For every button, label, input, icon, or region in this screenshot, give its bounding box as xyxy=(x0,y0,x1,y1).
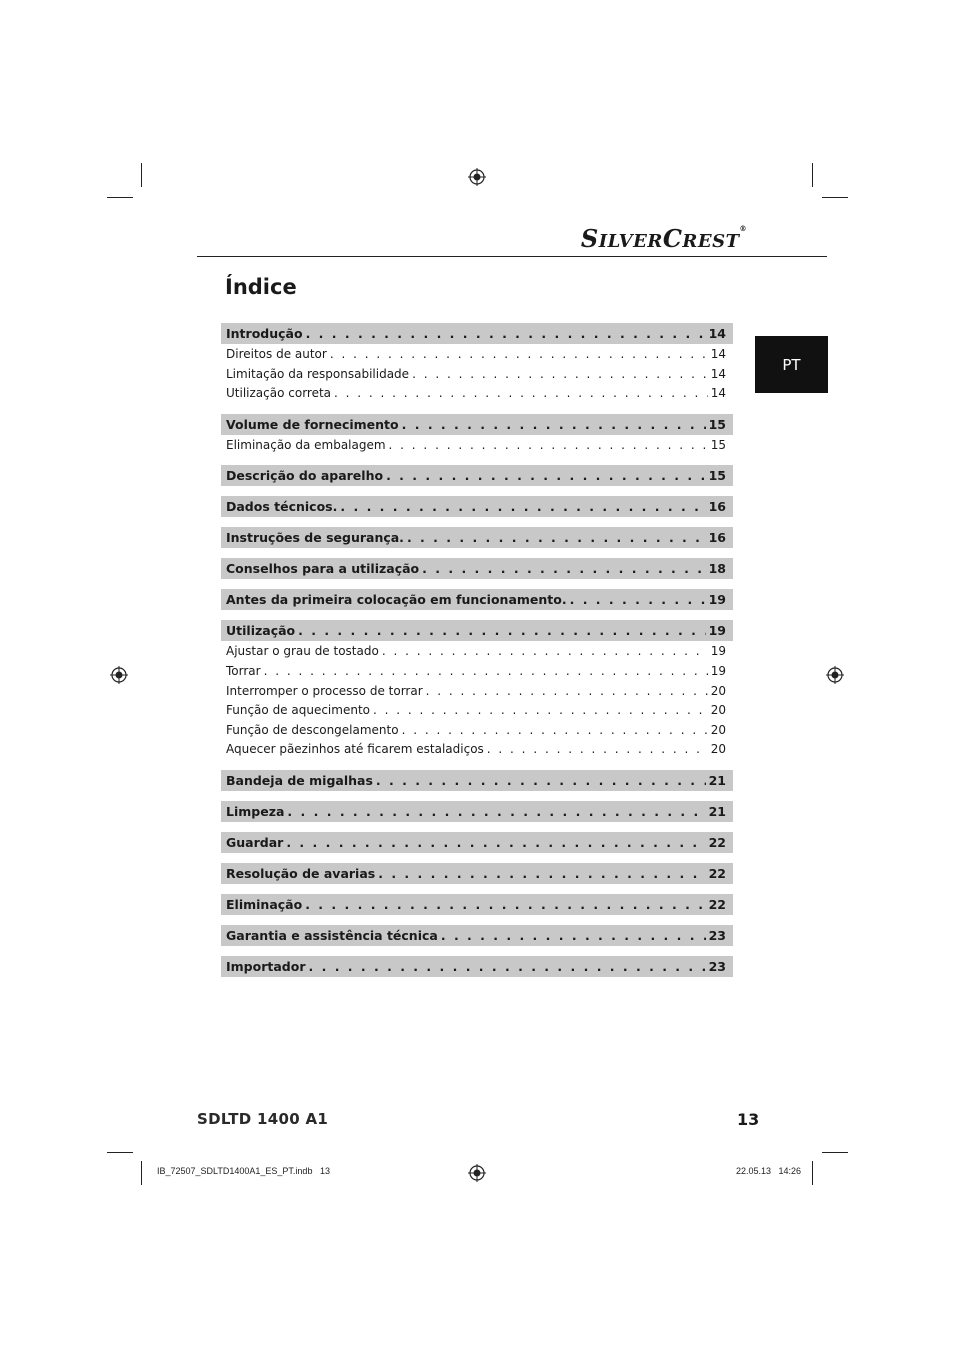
toc-section-entry xyxy=(221,925,733,946)
toc-sub-title: Função de aquecimento xyxy=(226,703,370,718)
toc-section-entry xyxy=(221,956,733,977)
toc-leader-dots xyxy=(306,323,706,344)
toc-section-entry xyxy=(221,589,733,610)
toc-section-entry xyxy=(221,620,733,641)
toc-leader-dots xyxy=(264,662,708,682)
toc-section-page: 16 xyxy=(708,530,726,546)
toc-section-entry xyxy=(221,465,733,486)
table-of-contents xyxy=(221,323,733,977)
toc-sub-entry xyxy=(221,682,733,702)
toc-section-title: Importador xyxy=(226,958,306,974)
toc-leader-dots xyxy=(570,589,706,610)
toc-section-entry xyxy=(221,832,733,853)
toc-section-entry xyxy=(221,894,733,915)
crop-mark xyxy=(107,197,133,198)
toc-section-title: Garantia e assistência técnica xyxy=(226,927,438,943)
print-slug-file: IB_72507_SDLTD1400A1_ES_PT.indb 13 xyxy=(157,1166,330,1176)
toc-section-entry xyxy=(221,801,733,822)
toc-section-title: Descrição do aparelho xyxy=(226,468,384,484)
toc-section-title: Conselhos para a utilização xyxy=(226,561,420,577)
toc-leader-dots xyxy=(389,436,708,456)
toc-sub-page: 15 xyxy=(710,437,726,452)
toc-sub-title: Ajustar o grau de tostado xyxy=(226,644,379,659)
toc-section-title: Dados técnicos. xyxy=(226,499,338,515)
toc-leader-dots xyxy=(426,682,708,702)
toc-sub-page: 20 xyxy=(710,722,726,737)
toc-leader-dots xyxy=(334,384,708,404)
toc-section-entry xyxy=(221,527,733,548)
toc-leader-dots xyxy=(422,558,705,579)
toc-sub-title: Função de descongelamento xyxy=(226,722,399,737)
crop-mark xyxy=(141,1161,142,1185)
toc-leader-dots xyxy=(330,345,708,365)
toc-sub-page: 14 xyxy=(710,386,726,401)
toc-sub-entry xyxy=(221,662,733,682)
toc-section-title: Guardar xyxy=(226,834,284,850)
registration-mark-icon xyxy=(468,168,486,186)
toc-sub-page: 20 xyxy=(710,683,726,698)
toc-sub-title: Eliminação da embalagem xyxy=(226,437,386,452)
registration-mark-icon xyxy=(826,666,844,684)
toc-section-entry xyxy=(221,496,733,517)
toc-section-entry xyxy=(221,863,733,884)
toc-subentries xyxy=(221,641,733,760)
toc-leader-dots xyxy=(287,801,705,822)
toc-sub-page: 19 xyxy=(710,663,726,678)
toc-sub-entry xyxy=(221,642,733,662)
toc-leader-dots xyxy=(441,925,706,946)
crop-mark xyxy=(141,163,142,187)
toc-subentries xyxy=(221,344,733,404)
toc-section-title: Utilização xyxy=(226,623,296,639)
toc-sub-page: 19 xyxy=(710,644,726,659)
toc-subentries xyxy=(221,435,733,456)
toc-section-entry xyxy=(221,323,733,344)
toc-sub-title: Aquecer pãezinhos até ficarem estaladiços xyxy=(226,742,484,757)
page-number: 13 xyxy=(737,1110,760,1129)
toc-sub-page: 14 xyxy=(710,366,726,381)
crop-mark xyxy=(812,163,813,187)
language-tab: PT xyxy=(755,336,828,393)
toc-leader-dots xyxy=(382,642,708,662)
toc-sub-title: Direitos de autor xyxy=(226,347,327,361)
toc-section-title: Resolução de avarias xyxy=(226,865,376,881)
crop-mark xyxy=(812,1161,813,1185)
toc-section-page: 22 xyxy=(708,896,726,912)
toc-section-page: 19 xyxy=(708,623,726,639)
model-number: SDLTD 1400 A1 xyxy=(197,1110,329,1128)
toc-section-page: 23 xyxy=(708,958,726,974)
toc-section-page: 22 xyxy=(708,834,726,850)
toc-leader-dots xyxy=(376,770,706,791)
toc-sub-title: Torrar xyxy=(226,663,261,678)
toc-sub-entry xyxy=(221,721,733,741)
toc-leader-dots xyxy=(378,863,705,884)
toc-leader-dots xyxy=(340,496,705,517)
toc-sub-entry xyxy=(221,345,733,365)
toc-sub-title: Limitação da responsabilidade xyxy=(226,366,410,381)
toc-leader-dots xyxy=(412,365,708,385)
toc-sub-entry xyxy=(221,365,733,385)
toc-leader-dots xyxy=(309,956,706,977)
crop-mark xyxy=(822,197,848,198)
crop-mark xyxy=(822,1152,848,1153)
toc-leader-dots xyxy=(487,740,708,760)
toc-section-title: Antes da primeira colocação em funcionamento. xyxy=(226,592,567,608)
registration-mark-icon xyxy=(110,666,128,684)
toc-section-page: 21 xyxy=(708,803,726,819)
toc-section-page: 22 xyxy=(708,865,726,881)
print-slug-date: 22.05.13 14:26 xyxy=(736,1166,802,1176)
toc-sub-page: 14 xyxy=(710,347,726,361)
toc-section-title: Eliminação xyxy=(226,896,303,912)
brand-logo: SILVERCREST® xyxy=(580,224,747,253)
toc-leader-dots xyxy=(402,414,706,435)
toc-section-title: Introdução xyxy=(226,326,303,341)
toc-section-title: Bandeja de migalhas xyxy=(226,772,373,788)
toc-leader-dots xyxy=(402,721,708,741)
toc-sub-entry xyxy=(221,740,733,760)
toc-section-page: 23 xyxy=(708,927,726,943)
toc-leader-dots xyxy=(305,894,705,915)
crop-mark xyxy=(107,1152,133,1153)
toc-section-title: Limpeza xyxy=(226,803,285,819)
toc-section-entry xyxy=(221,558,733,579)
toc-section-entry xyxy=(221,770,733,791)
toc-section-entry xyxy=(221,414,733,435)
toc-sub-title: Utilização correta xyxy=(226,386,332,401)
toc-section-page: 16 xyxy=(708,499,726,515)
toc-leader-dots xyxy=(407,527,706,548)
toc-section-page: 14 xyxy=(708,326,726,341)
toc-sub-entry xyxy=(221,384,733,404)
toc-section-page: 21 xyxy=(708,772,726,788)
toc-section-page: 15 xyxy=(708,468,726,484)
toc-section-title: Instruções de segurança. xyxy=(226,530,404,546)
toc-sub-title: Interromper o processo de torrar xyxy=(226,683,423,698)
toc-sub-entry xyxy=(221,701,733,721)
toc-sub-page: 20 xyxy=(710,742,726,757)
toc-leader-dots xyxy=(373,701,708,721)
toc-sub-page: 20 xyxy=(710,703,726,718)
header-rule xyxy=(197,256,827,257)
toc-leader-dots xyxy=(386,465,706,486)
toc-sub-entry xyxy=(221,436,733,456)
toc-leader-dots xyxy=(298,620,705,641)
page-title: Índice xyxy=(225,275,297,299)
toc-section-page: 15 xyxy=(708,416,726,432)
registration-mark-icon xyxy=(468,1164,486,1182)
toc-section-page: 18 xyxy=(708,561,726,577)
toc-section-title: Volume de fornecimento xyxy=(226,416,399,432)
toc-section-page: 19 xyxy=(708,592,726,608)
toc-leader-dots xyxy=(286,832,705,853)
